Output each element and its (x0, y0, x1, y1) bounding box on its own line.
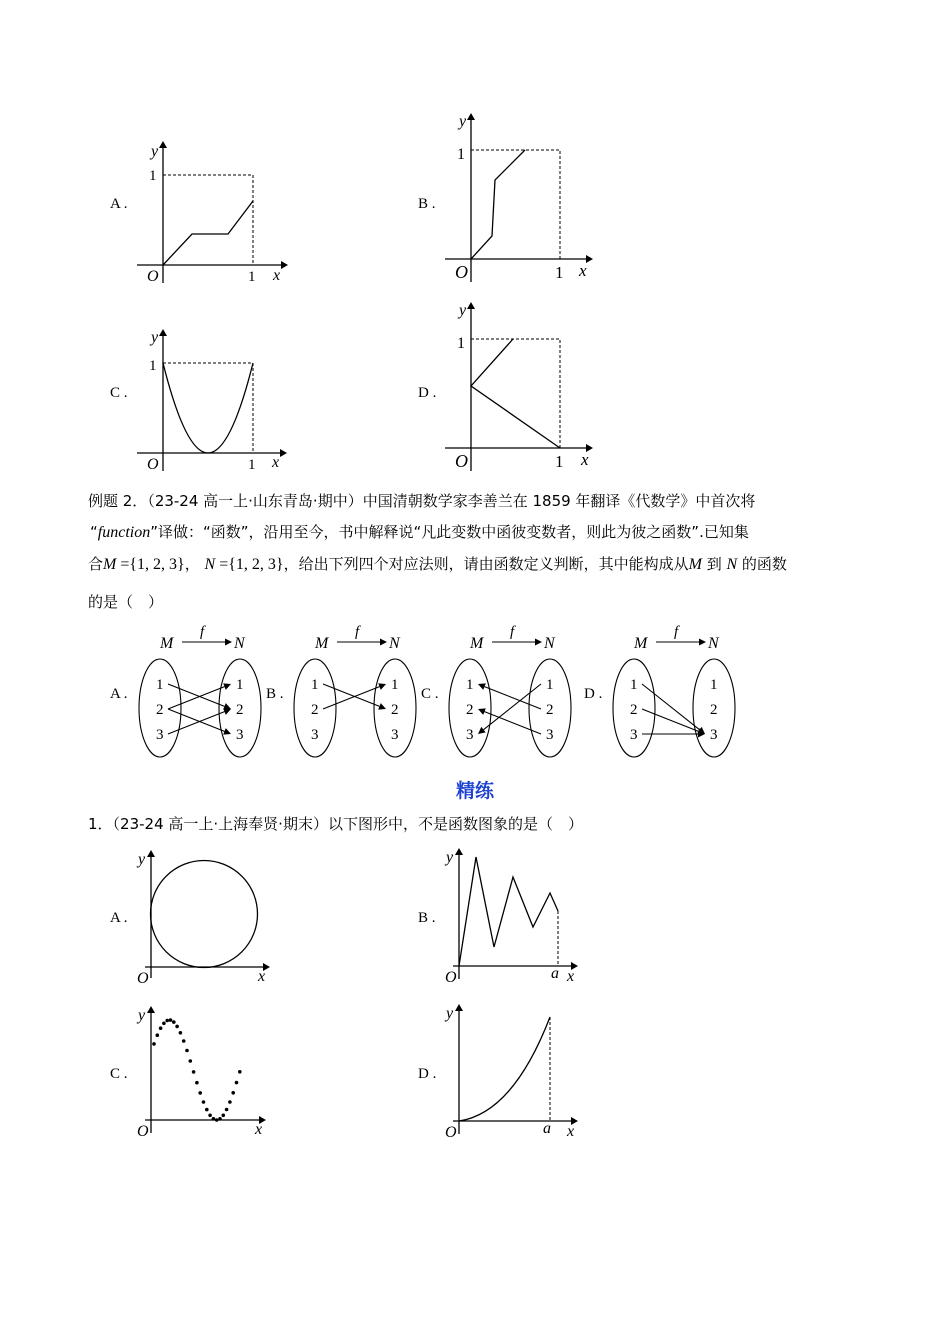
function-word: function (97, 524, 151, 541)
origin-label: O (455, 451, 468, 471)
sine-dot (189, 1059, 193, 1063)
sine-dots (152, 1018, 241, 1122)
sine-dot (205, 1108, 209, 1112)
sine-dot (198, 1091, 202, 1095)
mapping-option-b-label[interactable]: B . (266, 686, 284, 702)
sine-dot (231, 1091, 235, 1095)
origin-label: O (137, 970, 149, 987)
set-n: N (204, 556, 216, 573)
question-text: 以下图形中，不是函数图象的是（ ） (327, 815, 583, 833)
mapping-arrow (168, 709, 224, 731)
sine-dot (212, 1117, 216, 1121)
set-n-element: 2 (710, 702, 718, 718)
question-source: （23-24 高一上·上海奉贤·期末） (112, 815, 328, 833)
example-2-line-2: “function”译做：“函数”，沿用至今，书中解释说“凡此变数中函彼变数者，则此为彼之函数”.已知集 (90, 523, 749, 541)
tick-1-label: 1 (457, 335, 465, 352)
tick-1-label: 1 (555, 263, 564, 282)
example-2-line-4: 的是（ ） (88, 593, 164, 611)
graph-b (443, 108, 603, 288)
set-n-element: 1 (391, 677, 399, 693)
sine-dot (182, 1039, 186, 1043)
sine-dot (185, 1049, 189, 1053)
sine-dot (195, 1081, 199, 1085)
mapping-from-label: M (160, 635, 174, 652)
set-m-element: 1 (630, 677, 638, 693)
practice-graph-b (443, 845, 588, 985)
sine-dot (172, 1020, 176, 1024)
mapping-arrow (323, 687, 379, 709)
set-n-element: 3 (710, 727, 718, 743)
y-axis-label: y (446, 849, 454, 866)
mapping-f-label: f (200, 624, 205, 640)
y-axis-label: y (138, 851, 146, 868)
tick-1-label: 1 (248, 457, 256, 473)
circle-shape (151, 861, 258, 968)
example-text: ”译做：“函数”，沿用至今，书中解释说“凡此变数中函彼变数者，则此为彼之函数”.已知集 (150, 523, 749, 541)
example-text: 中国清朝数学家李善兰在 1859 年翻译《代数学》中首次将 (362, 492, 756, 510)
example-source: （23-24 高一上·山东青岛·期中） (147, 492, 363, 510)
x-axis-label: x (255, 1121, 263, 1138)
sine-dot (215, 1118, 219, 1122)
set-m-element: 3 (311, 727, 319, 743)
mapping-arrow (485, 687, 541, 709)
mapping-header-arrowhead (380, 639, 387, 646)
mapping-arrow (642, 684, 700, 730)
x-axis-label: x (567, 968, 575, 985)
sine-dot (156, 1033, 160, 1037)
origin-label: O (455, 262, 468, 282)
tick-1-label: 1 (248, 269, 256, 285)
tick-1-label: 1 (149, 168, 157, 184)
graph-c (135, 326, 295, 476)
option-d-label[interactable]: D . (418, 385, 437, 401)
practice-graph-c (135, 1003, 280, 1143)
sine-dot (165, 1019, 169, 1023)
sine-dot (208, 1114, 212, 1118)
sine-dot (225, 1108, 229, 1112)
mapping-arrowhead (478, 727, 486, 734)
example-label: 例题 2． (88, 492, 148, 510)
mapping-arrow (168, 712, 224, 734)
mapping-f-label: f (510, 624, 515, 640)
mapping-from-label: M (470, 635, 484, 652)
set-m-element: 3 (156, 727, 164, 743)
mapping-to-label: N (708, 635, 719, 652)
mapping-diagram-c (448, 622, 578, 762)
set-n-element: 3 (236, 727, 244, 743)
sine-dot (152, 1042, 156, 1046)
mapping-diagram-a (138, 622, 268, 762)
practice-option-a-label[interactable]: A . (110, 910, 128, 926)
mapping-f-label: f (355, 624, 360, 640)
tick-1-label: 1 (555, 452, 564, 471)
sine-dot (192, 1070, 196, 1074)
x-axis-label: x (258, 968, 266, 985)
mapping-to-label: N (544, 635, 555, 652)
mapping-header-arrowhead (225, 639, 232, 646)
sine-dot (228, 1100, 232, 1104)
sine-dot (235, 1081, 239, 1085)
mapping-f-label: f (674, 624, 679, 640)
mapping-from-label: M (634, 635, 648, 652)
practice-option-d-label[interactable]: D . (418, 1066, 437, 1082)
set-n-values: {1, 2, 3} (228, 556, 284, 573)
practice-graph-a (135, 848, 280, 988)
example-2-line-1 (88, 491, 755, 511)
set-m-element: 3 (630, 727, 638, 743)
mapping-to-label: N (389, 635, 400, 652)
mapping-option-a-label[interactable]: A . (110, 686, 128, 702)
graph-a (135, 138, 295, 288)
x-axis-label: x (272, 454, 280, 471)
option-b-label[interactable]: B . (418, 196, 436, 212)
sine-dot (202, 1100, 206, 1104)
tick-a-label: a (551, 965, 559, 982)
set-m-element: 1 (156, 677, 164, 693)
origin-label: O (137, 1123, 149, 1140)
sine-dot (162, 1022, 166, 1026)
set-n-element: 1 (236, 677, 244, 693)
set-m-values: {1, 2, 3} (129, 556, 185, 573)
practice-graph-d (443, 1001, 588, 1141)
sine-dot (222, 1114, 226, 1118)
x-axis-label: x (273, 267, 281, 284)
sine-dot (159, 1026, 163, 1030)
tick-a-label: a (543, 1120, 551, 1137)
mapping-option-c-label[interactable]: C . (421, 686, 439, 702)
set-n-element: 1 (546, 677, 554, 693)
y-axis-label: y (138, 1007, 146, 1024)
mapping-arrow (168, 684, 224, 706)
mapping-diagram-d (612, 622, 742, 762)
set-m-element: 1 (311, 677, 319, 693)
mapping-option-d-label[interactable]: D . (584, 686, 603, 702)
practice-option-b-label[interactable]: B . (418, 910, 436, 926)
mapping-arrow (323, 684, 379, 706)
tick-1-label: 1 (457, 146, 465, 163)
sine-dot (218, 1117, 222, 1121)
origin-label: O (147, 268, 159, 285)
set-m-element: 2 (630, 702, 638, 718)
practice-question-1 (88, 814, 583, 834)
mapping-header-arrowhead (699, 639, 706, 646)
y-axis-label: y (151, 329, 159, 346)
sine-dot (238, 1070, 242, 1074)
y-axis-label: y (151, 143, 159, 160)
sine-dot (169, 1018, 173, 1022)
x-axis-label: x (579, 261, 587, 280)
practice-option-c-label[interactable]: C . (110, 1066, 128, 1082)
x-axis-label: x (567, 1123, 575, 1140)
set-m-element: 3 (466, 727, 474, 743)
set-n-element: 2 (391, 702, 399, 718)
y-axis-label: y (459, 113, 467, 130)
mapping-header-arrowhead (535, 639, 542, 646)
origin-label: O (445, 1124, 457, 1141)
mapping-to-label: N (234, 635, 245, 652)
option-c-label[interactable]: C . (110, 385, 128, 401)
practice-heading: 精练 (455, 780, 494, 802)
graph-d (443, 297, 603, 477)
set-m-element: 1 (466, 677, 474, 693)
mapping-arrow (642, 709, 698, 731)
set-n-element: 1 (710, 677, 718, 693)
set-m-element: 2 (466, 702, 474, 718)
set-n-element: 2 (546, 702, 554, 718)
question-number: 1． (88, 815, 113, 833)
set-n-element: 3 (546, 727, 554, 743)
set-n-element: 2 (236, 702, 244, 718)
x-axis-label: x (581, 450, 589, 469)
mapping-arrow (168, 687, 224, 709)
y-axis-label: y (446, 1005, 454, 1022)
example-2-line-3: 合M ={1, 2, 3}， N ={1, 2, 3}，给出下列四个对应法则，请由函数定义判断，其中能构成从M 到 N 的函数 (88, 555, 787, 573)
set-n-element: 3 (391, 727, 399, 743)
origin-label: O (445, 969, 457, 986)
tick-1-label: 1 (149, 358, 157, 374)
sine-dot (175, 1025, 179, 1029)
set-m-element: 2 (311, 702, 319, 718)
sine-dot (179, 1031, 183, 1035)
option-a-label[interactable]: A . (110, 196, 128, 212)
origin-label: O (147, 456, 159, 473)
set-m: M (103, 556, 117, 573)
mapping-from-label: M (315, 635, 329, 652)
set-m-element: 2 (156, 702, 164, 718)
mapping-diagram-b (293, 622, 423, 762)
y-axis-label: y (459, 302, 467, 319)
